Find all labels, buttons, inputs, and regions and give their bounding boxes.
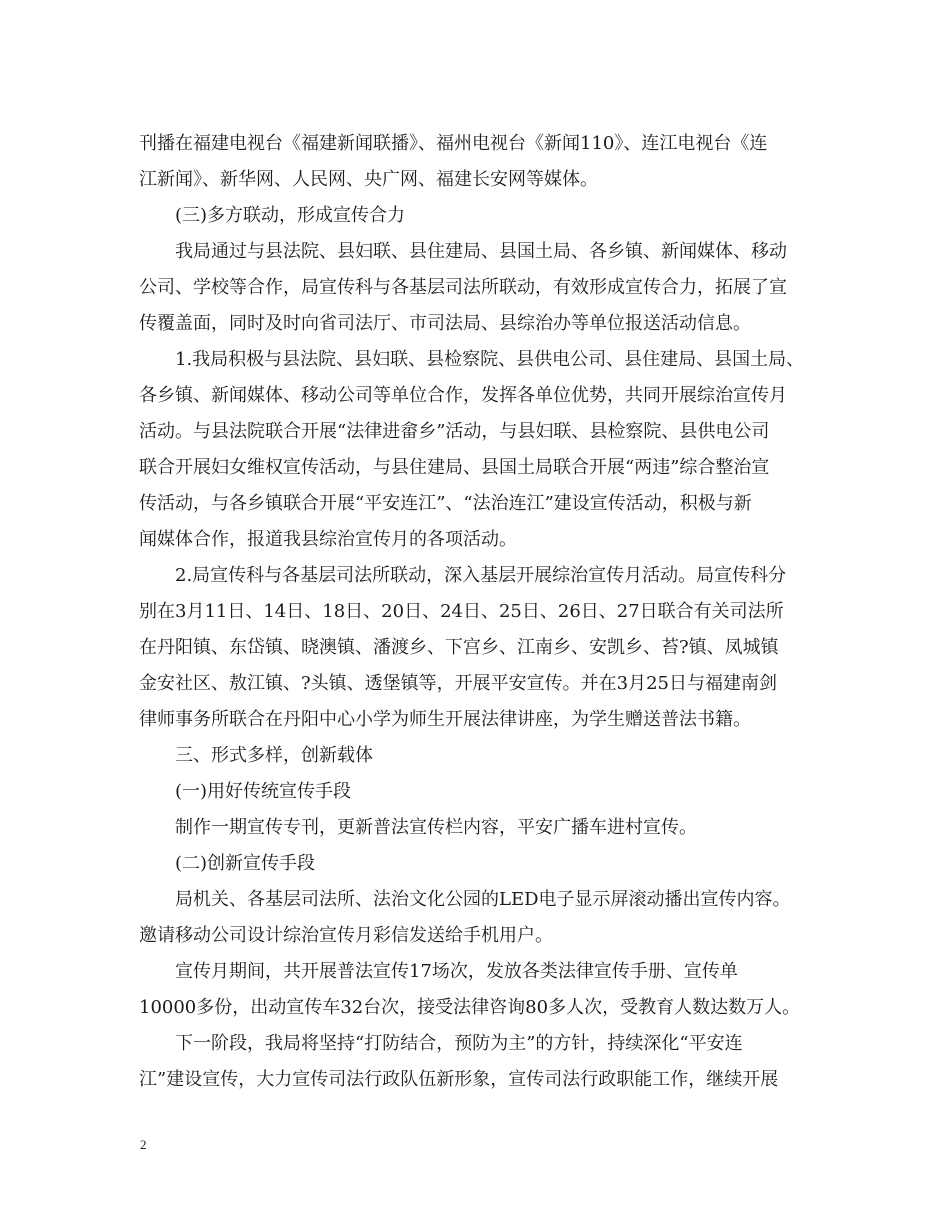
subsection-heading: (二)创新宣传手段 — [175, 853, 316, 874]
body-line: 联合开展妇女维权宣传活动，与县住建局、县国土局联合开展“两违”综合整治宣 — [139, 457, 770, 478]
subsection-heading: (一)用好传统宣传手段 — [175, 781, 352, 802]
body-line: 邀请移动公司设计综治宣传月彩信发送给手机用户。 — [139, 925, 553, 946]
body-line: 活动。与县法院联合开展“法律进畲乡”活动，与县妇联、县检察院、县供电公司 — [139, 421, 770, 442]
body-line: 传覆盖面，同时及时向省司法厅、市司法局、县综治办等单位报送活动信息。 — [139, 313, 751, 334]
body-line: 我局通过与县法院、县妇联、县住建局、县国土局、各乡镇、新闻媒体、移动 — [175, 241, 787, 262]
body-line: 宣传月期间，共开展普法宣传17场次，发放各类法律宣传手册、宣传单 — [175, 961, 738, 982]
body-line: 局机关、各基层司法所、法治文化公园的LED电子显示屏滚动播出宣传内容。 — [175, 889, 791, 910]
body-line: 律师事务所联合在丹阳中心小学为师生开展法律讲座，为学生赠送普法书籍。 — [139, 709, 751, 730]
body-line: 刊播在福建电视台《福建新闻联播》、福州电视台《新闻110》、连江电视台《连 — [139, 133, 768, 154]
body-line: 别在3月11日、14日、18日、20日、24日、25日、26日、27日联合有关司法所 — [139, 601, 784, 622]
body-line: 各乡镇、新闻媒体、移动公司等单位合作，发挥各单位优势，共同开展综治宣传月 — [139, 385, 787, 406]
body-line: 江”建设宣传，大力宣传司法行政队伍新形象，宣传司法行政职能工作，继续开展 — [139, 1069, 779, 1090]
body-line: 传活动，与各乡镇联合开展“平安连江”、“法治连江”建设宣传活动，积极与新 — [139, 493, 752, 514]
body-line: 闻媒体合作，报道我县综治宣传月的各项活动。 — [139, 529, 517, 550]
body-line: 公司、学校等合作，局宣传科与各基层司法所联动，有效形成宣传合力，拓展了宣 — [139, 277, 787, 298]
section-heading: (三)多方联动，形成宣传合力 — [175, 205, 406, 226]
body-line: 2.局宣传科与各基层司法所联动，深入基层开展综治宣传月活动。局宣传科分 — [175, 565, 787, 586]
body-line: 10000多份，出动宣传车32台次，接受法律咨询80多人次，受教育人数达数万人。 — [139, 997, 801, 1018]
body-line: 江新闻》、新华网、人民网、央广网、福建长安网等媒体。 — [139, 169, 598, 190]
body-line: 下一阶段，我局将坚持“打防结合，预防为主”的方针，持续深化“平安连 — [175, 1033, 743, 1054]
body-line: 在丹阳镇、东岱镇、晓澳镇、潘渡乡、下宫乡、江南乡、安凯乡、苔?镇、凤城镇 — [139, 637, 779, 658]
body-line: 1.我局积极与县法院、县妇联、县检察院、县供电公司、县住建局、县国土局、 — [175, 349, 805, 370]
body-line: 金安社区、敖江镇、?头镇、透堡镇等，开展平安宣传。并在3月25日与福建南剑 — [139, 673, 778, 694]
section-heading: 三、形式多样，创新载体 — [175, 745, 373, 766]
body-line: 制作一期宣传专刊，更新普法宣传栏内容，平安广播车进村宣传。 — [175, 817, 697, 838]
page-number: 2 — [140, 1137, 147, 1152]
